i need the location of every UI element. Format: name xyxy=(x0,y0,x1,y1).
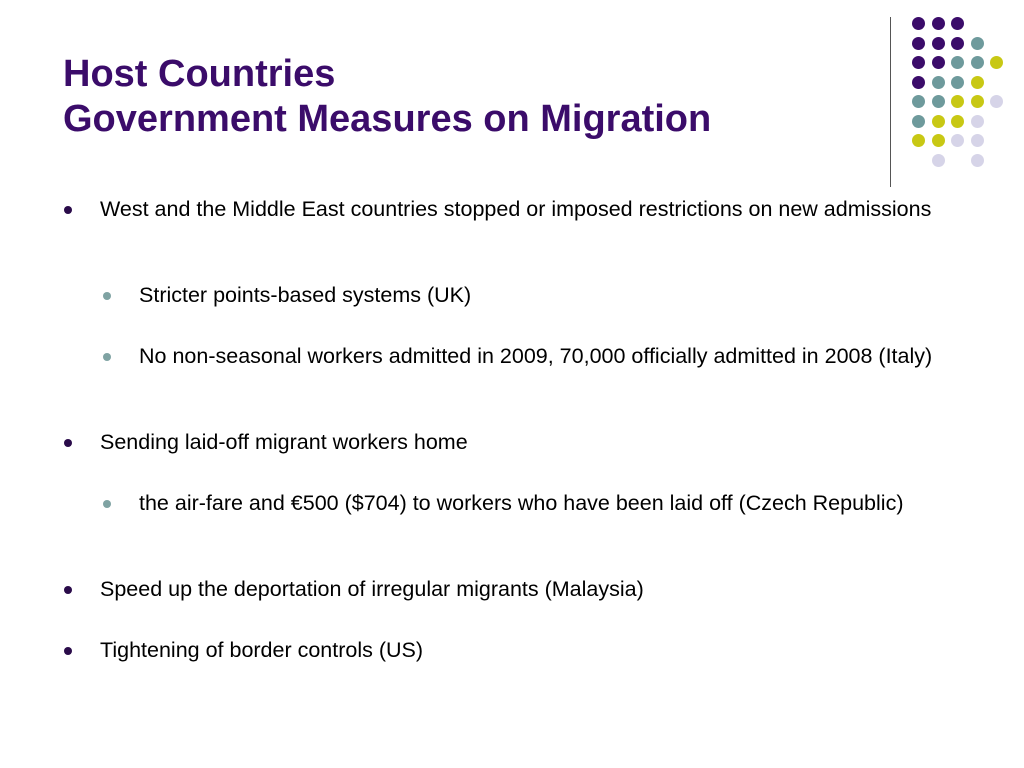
bullet-item: Tightening of border controls (US) xyxy=(100,638,980,663)
decorative-dot xyxy=(951,37,964,50)
slide-title xyxy=(63,52,711,142)
decorative-dot xyxy=(912,56,925,69)
decorative-dot xyxy=(912,95,925,108)
decorative-dot xyxy=(990,95,1003,108)
decorative-dot xyxy=(971,134,984,147)
decorative-dot xyxy=(951,115,964,128)
slide-title-line-1: Host Countries xyxy=(63,53,336,95)
decorative-dot xyxy=(971,154,984,167)
decorative-dot xyxy=(932,56,945,69)
decorative-dot xyxy=(951,134,964,147)
decorative-dot xyxy=(971,37,984,50)
bullet-item: Sending laid-off migrant workers home xyxy=(100,430,980,455)
decorative-dot xyxy=(912,134,925,147)
decorative-dot xyxy=(951,17,964,30)
decorative-dot xyxy=(971,95,984,108)
decorative-dot xyxy=(912,115,925,128)
slide-title-line-2: Government Measures on Migration xyxy=(63,98,712,140)
decorative-dot xyxy=(971,56,984,69)
decorative-dot xyxy=(951,95,964,108)
bullet-item: Speed up the deportation of irregular migrants (Malaysia) xyxy=(100,577,980,602)
decorative-dot xyxy=(932,76,945,89)
decorative-dot xyxy=(951,56,964,69)
decorative-dot xyxy=(912,17,925,30)
decorative-dot xyxy=(971,76,984,89)
decorative-dot xyxy=(932,17,945,30)
decorative-dot xyxy=(971,115,984,128)
decorative-dot xyxy=(932,154,945,167)
decorative-dot xyxy=(932,95,945,108)
decorative-dot xyxy=(990,56,1003,69)
decorative-dot xyxy=(932,37,945,50)
sub-bullet-item: the air-fare and €500 ($704) to workers who have been laid off (Czech Republic) xyxy=(139,491,979,516)
decorative-dot xyxy=(912,37,925,50)
decorative-dot xyxy=(932,134,945,147)
title-divider xyxy=(890,17,891,187)
decorative-dot xyxy=(951,76,964,89)
bullet-item: West and the Middle East countries stopped or imposed restrictions on new admissions xyxy=(100,197,980,222)
sub-bullet-item: Stricter points-based systems (UK) xyxy=(139,283,979,308)
decorative-dot xyxy=(912,76,925,89)
decorative-dot xyxy=(932,115,945,128)
sub-bullet-item: No non-seasonal workers admitted in 2009, 70,000 officially admitted in 2008 (Italy) xyxy=(139,344,979,369)
